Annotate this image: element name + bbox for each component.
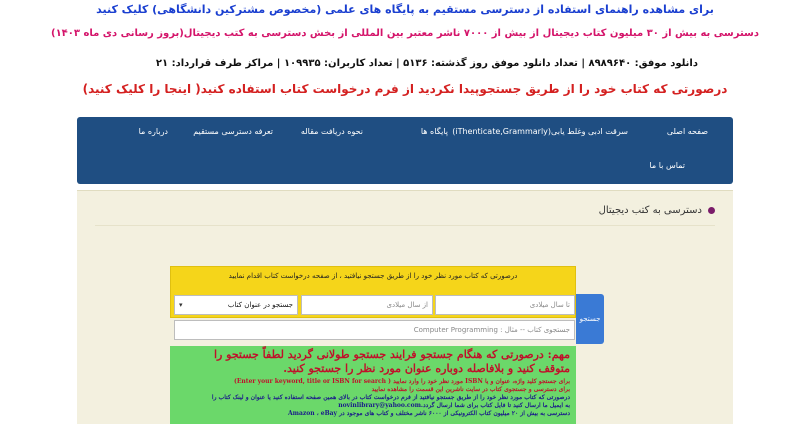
- content-area: [77, 190, 733, 424]
- nav-pricing[interactable]: تعرفه دسترسی مستقیم: [193, 127, 273, 136]
- alert-line: برای جستجو کلید واژه، عنوان و یا ISBN مورد نظر خود را وارد نمایید ( Enter your keyword, title or ISBN for search): [234, 378, 570, 385]
- bullet-icon: [708, 207, 715, 214]
- search-field-select[interactable]: [174, 295, 298, 315]
- alert-line: دسترسی به بیش از ۲۰ میلیون کتاب الکترونیکی از ۶۰۰۰ ناشر مختلف و کتاب های موجود در Amazon ، eBay: [287, 410, 570, 417]
- section-title-text: دسترسی به کتب دیجیتال: [598, 205, 702, 216]
- search-placeholder: جستجوی کتاب -- مثال : Computer Programming: [413, 326, 570, 334]
- nav-get-article[interactable]: نحوه دریافت مقاله: [300, 127, 363, 136]
- digital-books-notice[interactable]: دسترسی به بیش از ۳۰ میلیون کتاب دیجیتال از بیش از ۷۰۰۰ ناشر معتبر بین المللی از بخش دسترسی به کتب دیجیتال(بروز رسانی دی ماه ۱۴۰۳): [50, 28, 760, 39]
- divider: [95, 225, 715, 226]
- year-from-placeholder: از سال میلادی: [386, 301, 428, 309]
- nav-home[interactable]: صفحه اصلی: [666, 127, 708, 136]
- email-contact-line[interactable]: به ایمیل ما ارسال کنید تا فایل کتاب برای شما ارسال گردد.novinlibrary@yahoo.com: [338, 402, 570, 409]
- search-button[interactable]: جستجو: [576, 294, 604, 344]
- select-value: جستجو در عنوان کتاب: [227, 301, 293, 309]
- book-request-link[interactable]: درصورتی که کتاب خود را از طریق جستجوپیدا نکردید از فرم درخواست کتاب استفاده کنید( اینجا را کلیک کنید): [82, 82, 728, 96]
- download-stats: دانلود موفق: ۸۹۸۹۶۴۰ | تعداد دانلود موفق روز گذشته: ۵۱۳۶ | تعداد کاربران: ۱۰۹۹۳۵ | مراکز طرف قرارداد: ۲۱: [155, 58, 698, 69]
- publisher-search-link[interactable]: برای دسترسی و جستجوی کتاب در سایت ناشرین این قسمت را مشاهده نمایید: [371, 386, 570, 393]
- nav-plagiarism-check[interactable]: سرقت ادبی وغلط یابی(iThenticate,Grammarly): [452, 127, 628, 136]
- alert-line: متوقف کنید و بلافاصله دوباره عنوان مورد نظر را جستجو کنید.: [283, 362, 570, 375]
- alert-line: مهم: درصورتی که هنگام جستجو فرایند جستجو طولانی گردید لطفاً جستجو را: [213, 348, 570, 361]
- year-to-placeholder: تا سال میلادی: [529, 301, 570, 309]
- nav-about[interactable]: درباره ما: [138, 127, 168, 136]
- section-heading: [599, 205, 715, 216]
- guide-link[interactable]: برای مشاهده راهنمای استفاده از دسترسی مستقیم به پایگاه های علمی (مخصوص مشترکین دانشگاهی) کلیک کنید: [96, 3, 714, 16]
- main-navbar: [77, 117, 733, 184]
- important-notice-box: [170, 346, 576, 424]
- search-hint: درصورتی که کتاب مورد نظر خود را از طریق جستجو نیافتید ، از صفحه درخواست کتاب اقدام نمایید: [228, 272, 518, 280]
- alert-line: درصورتی که کتاب مورد نظر خود را از طریق جستجو نیافتید از فرم درخواست کتاب در بالای همین صفحه استفاده کنید یا عنوان و لینک کتاب را: [211, 394, 570, 401]
- year-from-input[interactable]: [301, 295, 433, 315]
- nav-databases[interactable]: پایگاه ها: [420, 127, 448, 136]
- nav-contact[interactable]: تماس با ما: [649, 161, 685, 170]
- search-input[interactable]: [174, 320, 575, 340]
- year-to-input[interactable]: [435, 295, 575, 315]
- chevron-down-icon: ▾: [179, 301, 183, 309]
